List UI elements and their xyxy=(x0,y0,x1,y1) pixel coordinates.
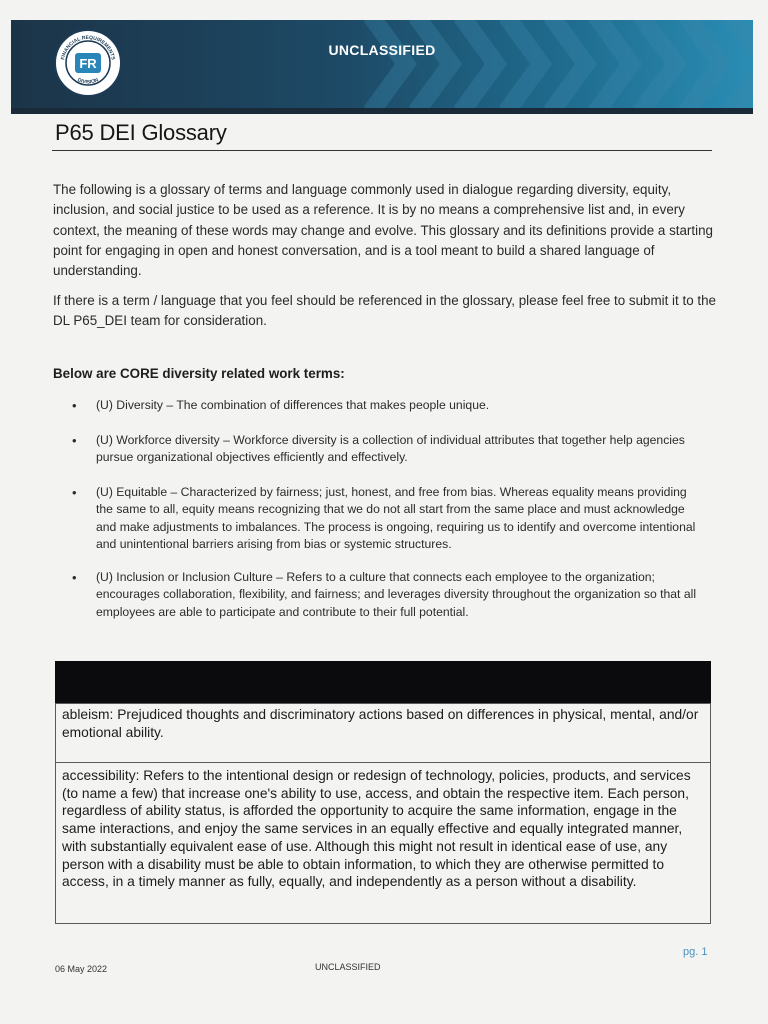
submit-note-paragraph: If there is a term / language that you feel should be referenced in the glossary, please feel free to submit it to the DL P65_DEI team for consideration. xyxy=(53,293,716,329)
header-banner xyxy=(11,20,753,108)
seal-text-bottom: DIVISION xyxy=(76,77,100,86)
glossary-entry: accessibility: Refers to the intentional design or redesign of technology, policies, products, and services (to name a few) that increase one's ability to use, access, and obtain the respective item. Each person, regardless of ability status, is afforded the opportunity to acquire the same information, engage in the same interactions, and enjoy the same services in an equally effective and equally integrated manner, with substantially equivalent ease of use. Although this might not result in identical ease of use, any person with a disability must be able to obtain information, to which they are otherwise permitted to access, in a timely manner as fully, equally, and independently as a person without a disability. xyxy=(56,763,711,924)
core-term-text: (U) Diversity – The combination of differences that makes people unique. xyxy=(96,398,490,412)
glossary-table xyxy=(55,703,711,924)
bullet-icon: • xyxy=(72,485,77,500)
header-classification: UNCLASSIFIED xyxy=(328,42,436,58)
core-terms-heading: Below are CORE diversity related work terms: xyxy=(53,366,345,381)
seal-letters: FR xyxy=(79,56,97,71)
table-row xyxy=(56,704,711,763)
core-term-text: (U) Inclusion or Inclusion Culture – Refers to a culture that connects each employee to the organization; encourages collaboration, flexibility, and fairness; and leverages diversity throughout the organization so that all employees are able to participate and contribute to their full potential. xyxy=(96,570,697,619)
list-item xyxy=(72,432,705,467)
page-title: P65 DEI Glossary xyxy=(55,120,227,145)
organization-seal-icon xyxy=(51,26,125,100)
footer-classification: UNCLASSIFIED xyxy=(315,962,381,972)
page-number: pg. 1 xyxy=(683,946,708,958)
list-item xyxy=(72,484,705,553)
core-term-text: (U) Equitable – Characterized by fairness; just, honest, and free from bias. Whereas equality means providing the same to all, equity means recognizing that we do not all start from the same place and must acknowledge and make adjustments to imbalances. The process is ongoing, requiring us to identify and overcome intentional and unintentional barriers arising from bias or systemic structures. xyxy=(96,485,696,551)
table-row xyxy=(56,763,711,924)
list-item xyxy=(72,569,705,621)
footer-date: 06 May 2022 xyxy=(55,964,108,974)
intro-paragraph: The following is a glossary of terms and language commonly used in dialogue regarding diversity, equity, inclusion, and social justice to be used as a reference. It is by no means a comprehensive list and, in every context, the meaning of these words may change and evolve. This glossary and its definitions provide a starting point for engaging in open and honest conversation, and is a tool meant to build a shared language of understanding. xyxy=(53,182,713,279)
glossary-entry: ableism: Prejudiced thoughts and discriminatory actions based on differences in physical, mental, and/or emotional ability. xyxy=(56,704,711,763)
bullet-icon: • xyxy=(72,433,77,448)
glossary-table-header xyxy=(55,661,711,703)
header-rule xyxy=(11,108,753,114)
list-item xyxy=(72,397,705,414)
title-divider xyxy=(52,150,712,151)
bullet-icon: • xyxy=(72,570,77,585)
seal-text-top: FINANCIAL REQUIREMENTS xyxy=(60,34,116,61)
bullet-icon: • xyxy=(72,398,77,413)
core-term-text: (U) Workforce diversity – Workforce diversity is a collection of individual attributes that together help agencies pursue organizational objectives efficiently and effectively. xyxy=(96,433,685,465)
